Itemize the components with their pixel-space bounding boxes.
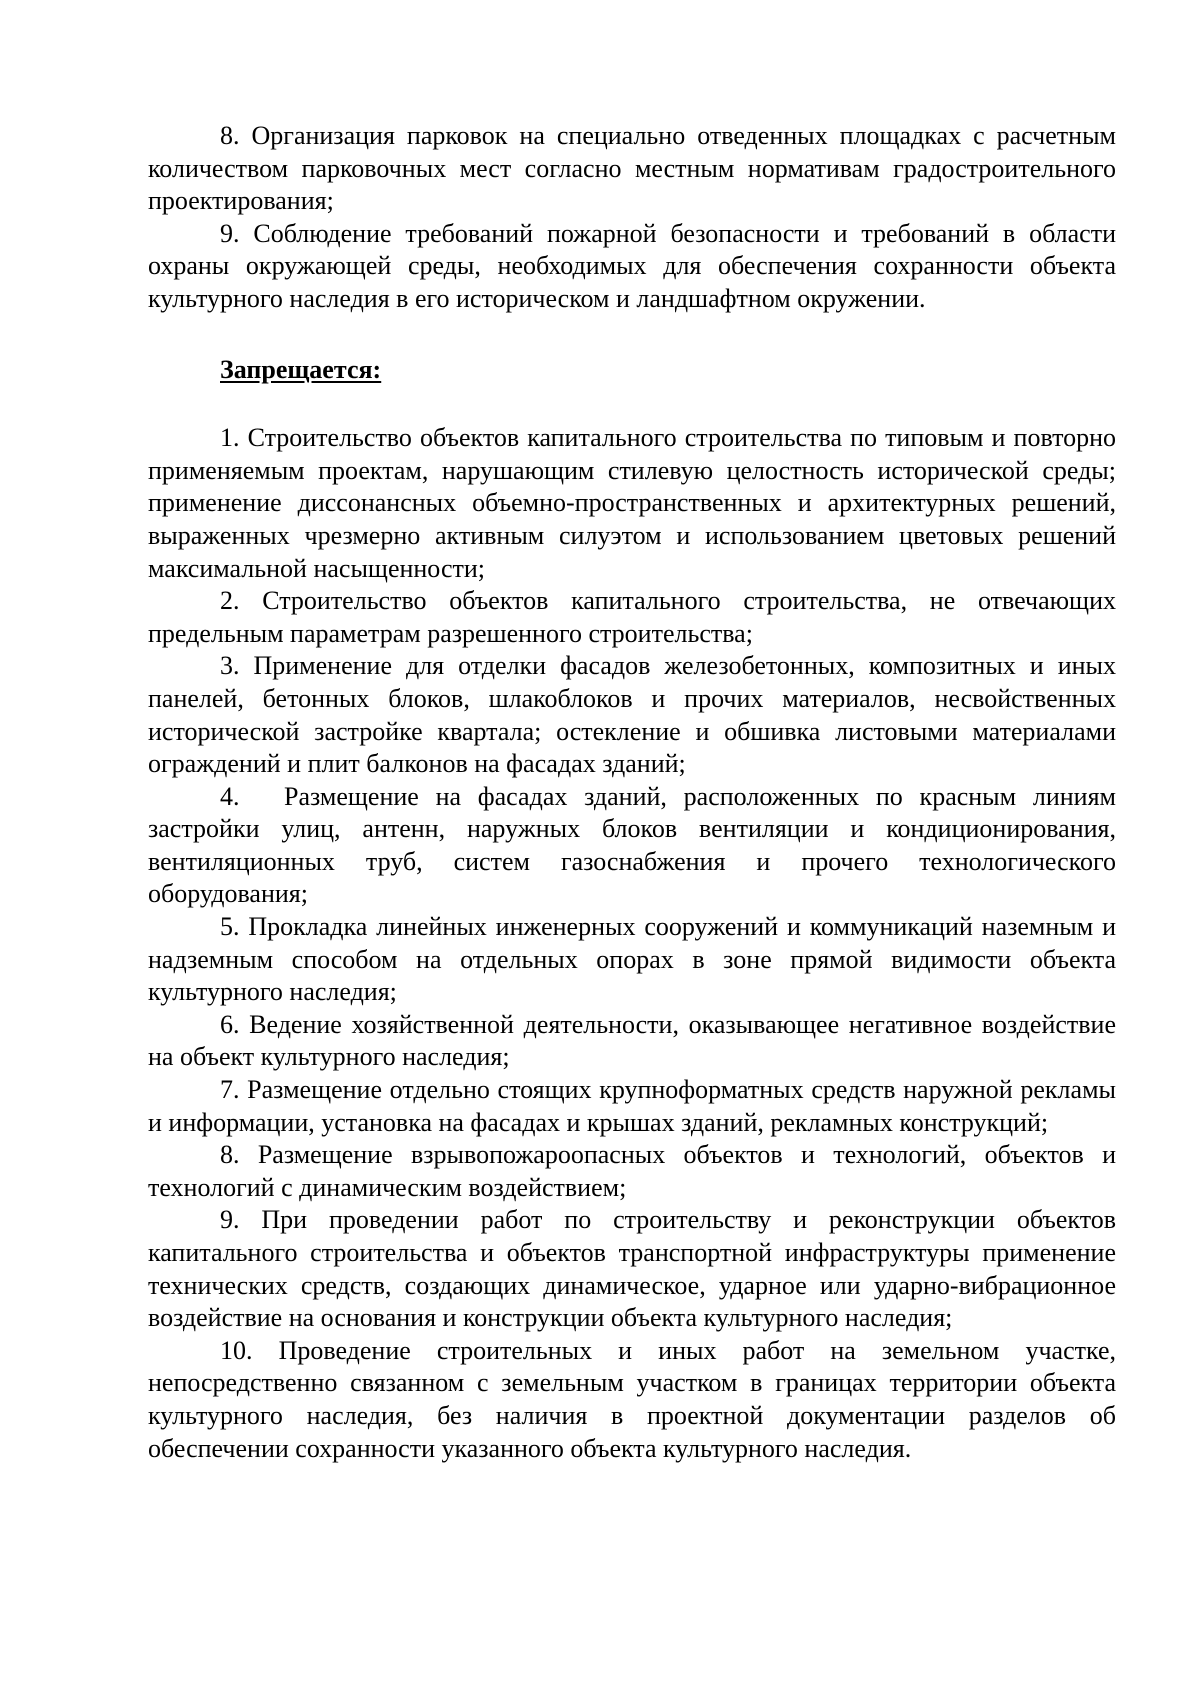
paragraph-item-9: 9. Соблюдение требований пожарной безопасности и требований в области охраны окружающей среды, необходимых для обеспечения сохранности объекта культурного наследия в его историческом и ландшафтном окружении. xyxy=(148,218,1116,313)
paragraph-item-8: 8. Организация парковок на специально отведенных площадках с расчетным количеством парковочных мест согласно местным нормативам градостроительного проектирования; xyxy=(148,121,1116,216)
prohibited-item-1: 1. Строительство объектов капитального строительства по типовым и повторно применяемым проектам, нарушающим стилевую целостность исторической среды; применение диссонансных объемно-пространственных и архитектурных решений, выраженных чрезмерно активным силуэтом и использованием цветовых решений максимальной насыщенности; xyxy=(148,423,1116,583)
prohibited-item-9: 9. При проведении работ по строительству и реконструкции объектов капитального строительства и объектов транспортной инфраструктуры применение технических средств, создающих динамическое, ударное или ударно-вибрационное воздействие на основания и конструкции объекта культурного наследия; xyxy=(148,1205,1116,1333)
prohibited-item-4 xyxy=(148,781,1116,911)
document-body xyxy=(148,120,1116,1465)
section-heading-prohibited: Запрещается: xyxy=(220,354,382,384)
prohibited-item-7: 7. Размещение отдельно стоящих крупноформатных средств наружной рекламы и информации, установка на фасадах и крышах зданий, рекламных конструкций; xyxy=(148,1075,1116,1137)
prohibited-item-4-text: Размещение на фасадах зданий, расположенных по красным линиям застройки улиц, антенн, наружных блоков вентиляции и кондиционирования, вентиляционных труб, систем газоснабжения и прочего технологического оборудования; xyxy=(148,781,1116,909)
prohibited-item-2: 2. Строительство объектов капитального строительства, не отвечающих предельным параметрам разрешенного строительства; xyxy=(148,586,1116,648)
prohibited-item-8: 8. Размещение взрывопожароопасных объектов и технологий, объектов и технологий с динамическим воздействием; xyxy=(148,1140,1116,1202)
prohibited-item-5: 5. Прокладка линейных инженерных сооружений и коммуникаций наземным и надземным способом на отдельных опорах в зоне прямой видимости объекта культурного наследия; xyxy=(148,912,1116,1007)
prohibited-item-4-number: 4. xyxy=(220,781,240,811)
prohibited-item-6: 6. Ведение хозяйственной деятельности, оказывающее негативное воздействие на объект культурного наследия; xyxy=(148,1009,1116,1072)
prohibited-item-3: 3. Применение для отделки фасадов железобетонных, композитных и иных панелей, бетонных блоков, шлакоблоков и прочих материалов, несвойственных исторической застройке квартала; остекление и обшивка листовыми материалами ограждений и плит балконов на фасадах зданий; xyxy=(148,651,1116,779)
prohibited-item-10: 10. Проведение строительных и иных работ на земельном участке, непосредственно связанном с земельным участком в границах территории объекта культурного наследия, без наличия в проектной документации разделов об обеспечении сохранности указанного объекта культурного наследия. xyxy=(148,1335,1116,1463)
